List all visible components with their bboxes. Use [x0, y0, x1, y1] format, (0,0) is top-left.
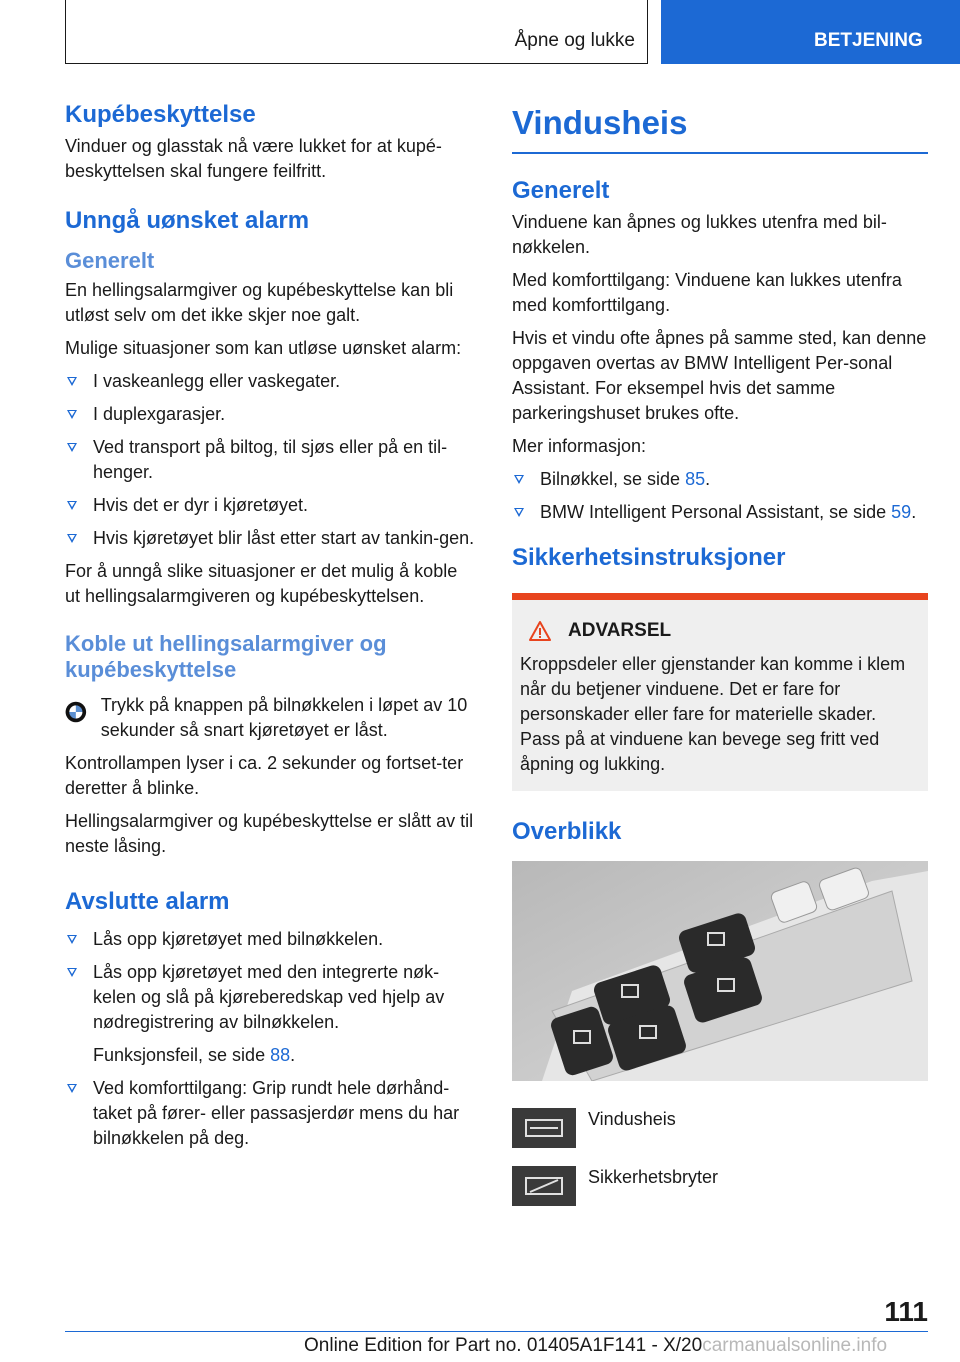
window-switch-photo [512, 861, 928, 1081]
footer [304, 1335, 887, 1357]
left-column [65, 100, 477, 1159]
list-item: Lås opp kjøretøyet med den integrerte nøk-kelen og slå på kjøreberedskap ved hjelp av nødregistrering av bilnøkkelen. [65, 960, 477, 1035]
warning-box [512, 600, 928, 791]
paragraph: Kontrollampen lyser i ca. 2 sekunder og fortset-ter deretter å blinke. [65, 753, 464, 798]
watermark: carmanualsonline.info [702, 1335, 888, 1356]
list-item: BMW Intelligent Personal Assistant, se side 59. [512, 500, 928, 525]
list-item: Hvis det er dyr i kjøretøyet. [65, 493, 477, 518]
paragraph: Vinduene kan åpnes og lukkes utenfra med bil-nøkkelen. [512, 212, 887, 257]
bullet-icon [514, 508, 524, 517]
safety-switch-icon [512, 1166, 576, 1206]
list-item: Ved transport på biltog, til sjøs eller på en til-henger. [65, 435, 477, 485]
bullet-icon [67, 377, 77, 386]
bullet-icon [67, 1084, 77, 1093]
page-number: 111 [884, 1296, 928, 1327]
warning-text: Kroppsdeler eller gjenstander kan komme i klem når du betjener vinduene. Det er fare for personskader eller fare for materielle skader. Pass på at vinduene kan bevege seg fritt ved åpning og lukking. [520, 654, 906, 774]
heading-avslutte-alarm: Avslutte alarm [65, 888, 230, 915]
page-link-85[interactable]: 85 [685, 469, 706, 489]
heading-generelt: Generelt [512, 177, 610, 204]
heading-koble-ut: Koble ut hellingsalarmgiver og kupébeskyttelse [65, 631, 387, 682]
paragraph: Med komforttilgang: Vinduene kan lukkes utenfra med komforttilgang. [512, 270, 902, 315]
key-instruction [65, 693, 477, 743]
paragraph: Trykk på knappen på bilnøkkelen i løpet av 10 sekunder så snart kjøretøyet er låst. [100, 695, 468, 740]
list-item: Bilnøkkel, se side 85. [512, 467, 928, 492]
info-list [512, 467, 928, 525]
paragraph: Vinduer og glasstak nå være lukket for at kupé-beskyttelsen skal fungere feilfritt. [65, 136, 442, 181]
footer-edition: Online Edition for Part no. 01405A1F141 - X/20 [304, 1335, 703, 1356]
heading-kupebeskyttelse: Kupébeskyttelse [65, 101, 256, 128]
legend-label: Vindusheis [588, 1109, 676, 1129]
right-column [512, 100, 928, 1206]
paragraph: Hvis et vindu ofte åpnes på samme sted, kan denne oppgaven overtas av BMW Intelligent Per-sonal Assistant. For eksempel hvis det samme parkeringshuset brukes ofte. [512, 328, 927, 423]
legend-item [512, 1108, 928, 1148]
window-lift-icon [512, 1108, 576, 1148]
list-item: I duplexgarasjer. [65, 402, 477, 427]
bullet-icon [514, 475, 524, 484]
paragraph: Mer informasjon: [512, 436, 647, 456]
warning-title [528, 620, 920, 642]
chapter-tab: BETJENING [661, 0, 960, 64]
warning-triangle-icon [528, 620, 552, 642]
page-link-59[interactable]: 59 [891, 502, 912, 522]
legend-item [512, 1166, 928, 1206]
bullet-icon [67, 443, 77, 452]
heading-unnga-alarm: Unngå uønsket alarm [65, 207, 310, 234]
bullet-icon [67, 935, 77, 944]
paragraph: For å unngå slike situasjoner er det mulig å koble ut hellingsalarmgiveren og kupébeskyttelsen. [65, 561, 458, 606]
bullet-icon [67, 534, 77, 543]
list-item: Hvis kjøretøyet blir låst etter start av tankin-gen. [65, 526, 477, 551]
heading-vindusheis: Vindusheis [512, 100, 928, 154]
situations-list [65, 369, 477, 551]
legend-label: Sikkerhetsbryter [588, 1167, 719, 1187]
list-item: Lås opp kjøretøyet med bilnøkkelen. [65, 927, 477, 952]
paragraph: Hellingsalarmgiver og kupébeskyttelse er slått av til neste låsing. [65, 811, 474, 856]
bullet-icon [67, 501, 77, 510]
warning-rule [512, 593, 928, 600]
page-link-88[interactable]: 88 [270, 1045, 291, 1065]
bullet-icon [67, 410, 77, 419]
bmw-logo-icon [65, 693, 87, 731]
header-section-box [65, 0, 648, 64]
avslutte-list [65, 927, 477, 1035]
bullet-icon [67, 968, 77, 977]
avslutte-list-cont [65, 1076, 477, 1151]
heading-overblikk: Overblikk [512, 818, 622, 845]
footer-rule [65, 1331, 928, 1332]
heading-sikkerhetsinstruksjoner: Sikkerhetsinstruksjoner [512, 544, 786, 571]
warning-label: ADVARSEL [568, 620, 672, 641]
paragraph: En hellingsalarmgiver og kupébeskyttelse kan bli utløst selv om det ikke skjer noe galt. [65, 280, 454, 325]
section-title: Åpne og lukke [514, 30, 635, 51]
heading-generelt: Generelt [65, 248, 155, 273]
list-item: I vaskeanlegg eller vaskegater. [65, 369, 477, 394]
cross-reference: Funksjonsfeil, se side 88. [93, 1045, 296, 1065]
list-item: Ved komforttilgang: Grip rundt hele dørhånd-taket på fører- eller passasjerdør mens du har bilnøkkelen på deg. [65, 1076, 477, 1151]
paragraph: Mulige situasjoner som kan utløse uønsket alarm: [65, 338, 462, 358]
